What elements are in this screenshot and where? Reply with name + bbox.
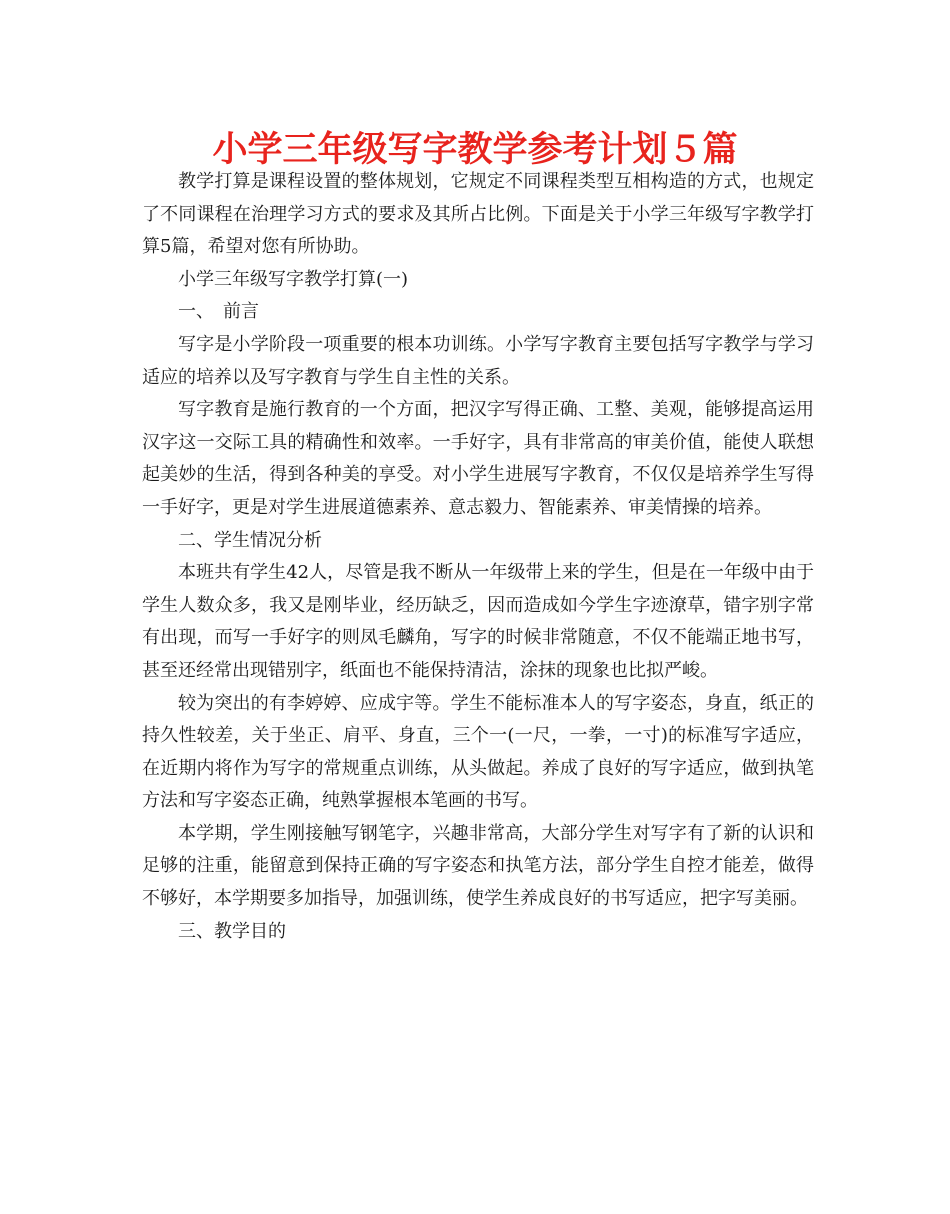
document-body: [142, 166, 814, 948]
paragraph-writing-education: 写字教育是施行教育的一个方面，把汉字写得正确、工整、美观，能够提高运用汉字这一交际工具的精确性和效率。一手好字，具有非常高的审美价值，能使人联想起美妙的生活，得到各种美的享受。对小学生进展写字教育，不仅仅是培养学生写得一手好字，更是对学生进展道德素养、意志毅力、智能素养、审美情操的培养。: [142, 399, 814, 518]
paragraph-posture: 较为突出的有李婷婷、应成宇等。学生不能标准本人的写字姿态，身直，纸正的持久性较差，关于坐正、肩平、身直，三个一(一尺，一拳，一寸)的标准写字适应，在近期内将作为写字的常规重点训练，从头做起。养成了良好的写字适应，做到执笔方法和写字姿态正确，纯熟掌握根本笔画的书写。: [142, 692, 814, 812]
paragraph-class-situation: 本班共有学生42人，尽管是我不断从一年级带上来的学生，但是在一年级中由于学生人数众多，我又是刚毕业，经历缺乏，因而造成如今学生字迹潦草，错字别字常有出现，而写一手好字的则凤毛麟角，写字的时候非常随意，不仅不能端正地书写，甚至还经常出现错别字，纸面也不能保持清洁，涂抹的现象也比拟严峻。: [142, 562, 814, 681]
paragraph-preface: 写字是小学阶段一项重要的根本功训练。小学写字教育主要包括写字教学与学习适应的培养以及写字教育与学生自主性的关系。: [142, 333, 814, 388]
document-title: 小学三年级写字教学参考计划５篇: [212, 130, 738, 170]
paragraph-intro: 教学打算是课程设置的整体规划，它规定不同课程类型互相构造的方式，也规定了不同课程在治理学习方式的要求及其所占比例。下面是关于小学三年级写字教学打算5篇，希望对您有所协助。: [142, 171, 814, 258]
heading-teaching-goals: 三、教学目的: [178, 920, 286, 942]
heading-student-analysis: 二、学生情况分析: [178, 529, 322, 551]
heading-preface: 一、 前言: [178, 301, 259, 323]
paragraph-this-semester: 本学期，学生刚接触写钢笔字，兴趣非常高，大部分学生对写字有了新的认识和足够的注重，能留意到保持正确的写字姿态和执笔方法，部分学生自控才能差，做得不够好，本学期要多加指导，加强训练，使学生养成良好的书写适应，把字写美丽。: [142, 822, 814, 910]
paragraph-subtitle: 小学三年级写字教学打算(一): [178, 268, 409, 290]
